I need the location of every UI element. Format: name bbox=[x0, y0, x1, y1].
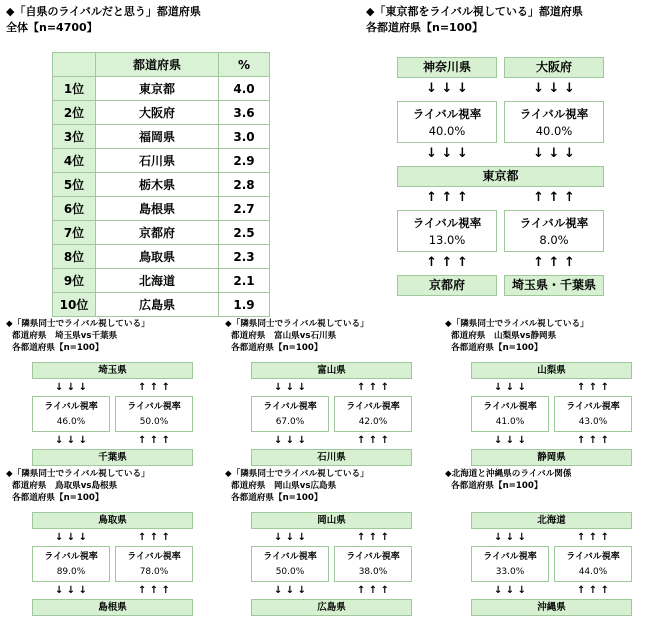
percent-cell: 2.9 bbox=[219, 149, 270, 173]
pair-rate-box-left bbox=[251, 396, 329, 432]
arrow-up: ↑ ↑ ↑ bbox=[356, 382, 390, 393]
pair-n-label: 各都道府県【n=100】 bbox=[231, 343, 323, 353]
prefecture-cell: 石川県 bbox=[96, 149, 219, 173]
pair-bottom-box: 島根県 bbox=[32, 599, 193, 616]
arrow-up: ↑ ↑ ↑ bbox=[137, 585, 171, 596]
rate-label: ライバル視率 bbox=[519, 107, 589, 121]
rank-cell: 5位 bbox=[53, 173, 96, 197]
pair-rate-box-left bbox=[32, 396, 110, 432]
rate-label: ライバル視率 bbox=[127, 402, 181, 412]
ranking-table bbox=[52, 52, 270, 317]
pair-top-box: 埼玉県 bbox=[32, 362, 193, 379]
tokyo-arrow-4: ↓ ↓ ↓ bbox=[533, 146, 575, 161]
arrow-up: ↑ ↑ ↑ bbox=[137, 435, 171, 446]
rate-label: ライバル視率 bbox=[519, 216, 589, 230]
tokyo-top-right-box: 大阪府 bbox=[504, 57, 604, 78]
pair-subtitle: 都道府県 富山県vs石川県 bbox=[231, 331, 337, 341]
arrow-down: ↓ ↓ ↓ bbox=[54, 382, 88, 393]
arrow-down: ↓ ↓ ↓ bbox=[493, 382, 527, 393]
tokyo-bottom-right-box: 埼玉県・千葉県 bbox=[504, 275, 604, 296]
pair-title: ◆北海道と沖縄県のライバル関係 bbox=[445, 469, 572, 479]
pair-top-box: 北海道 bbox=[471, 512, 632, 529]
rate-value: 50.0% bbox=[275, 567, 305, 577]
arrow-down: ↓ ↓ ↓ bbox=[273, 382, 307, 393]
tokyo-arrow-3: ↓ ↓ ↓ bbox=[426, 146, 468, 161]
tokyo-arrow-6: ↑ ↑ ↑ bbox=[533, 190, 575, 205]
pair-top-box: 富山県 bbox=[251, 362, 412, 379]
pair-rate-box-right bbox=[334, 396, 412, 432]
prefecture-cell: 大阪府 bbox=[96, 101, 219, 125]
arrow-down: ↓ ↓ ↓ bbox=[273, 435, 307, 446]
ranking-title: ◆「自県のライバルだと思う」都道府県 bbox=[6, 5, 201, 18]
pair-rate-box-left bbox=[32, 546, 110, 582]
ranking-row bbox=[53, 197, 270, 221]
tokyo-arrow-2: ↓ ↓ ↓ bbox=[533, 81, 575, 96]
rate-label: ライバル視率 bbox=[44, 552, 98, 562]
pair-subtitle: 各都道府県【n=100】 bbox=[451, 481, 543, 491]
tokyo-arrow-7: ↑ ↑ ↑ bbox=[426, 255, 468, 270]
prefecture-cell: 東京都 bbox=[96, 77, 219, 101]
ranking-row bbox=[53, 77, 270, 101]
arrow-up: ↑ ↑ ↑ bbox=[137, 382, 171, 393]
rate-label: ライバル視率 bbox=[412, 216, 482, 230]
prefecture-cell: 北海道 bbox=[96, 269, 219, 293]
pair-n-label: 各都道府県【n=100】 bbox=[12, 343, 104, 353]
rate-label: ライバル視率 bbox=[127, 552, 181, 562]
header-pref: 都道府県 bbox=[96, 53, 219, 77]
rate-value: 43.0% bbox=[578, 417, 608, 427]
percent-cell: 3.6 bbox=[219, 101, 270, 125]
rank-cell: 4位 bbox=[53, 149, 96, 173]
ranking-row bbox=[53, 221, 270, 245]
pair-title: ◆「隣県同士でライバル視している」 bbox=[225, 319, 369, 329]
pair-rate-box-right bbox=[115, 546, 193, 582]
pair-rate-box-right bbox=[334, 546, 412, 582]
header-pct: % bbox=[219, 53, 270, 77]
arrow-up: ↑ ↑ ↑ bbox=[576, 382, 610, 393]
rate-label: ライバル視率 bbox=[263, 402, 317, 412]
arrow-up: ↑ ↑ ↑ bbox=[576, 435, 610, 446]
rank-cell: 1位 bbox=[53, 77, 96, 101]
percent-cell: 2.1 bbox=[219, 269, 270, 293]
prefecture-cell: 京都府 bbox=[96, 221, 219, 245]
ranking-subtitle: 全体【n=4700】 bbox=[6, 21, 98, 34]
ranking-row bbox=[53, 149, 270, 173]
rank-cell: 3位 bbox=[53, 125, 96, 149]
rate-label: ライバル視率 bbox=[566, 402, 620, 412]
pair-top-box: 鳥取県 bbox=[32, 512, 193, 529]
tokyo-top-left-box: 神奈川県 bbox=[397, 57, 497, 78]
arrow-up: ↑ ↑ ↑ bbox=[356, 435, 390, 446]
pair-n-label: 各都道府県【n=100】 bbox=[231, 493, 323, 503]
pair-rate-box-left bbox=[471, 396, 549, 432]
ranking-row bbox=[53, 101, 270, 125]
ranking-row bbox=[53, 245, 270, 269]
arrow-down: ↓ ↓ ↓ bbox=[54, 585, 88, 596]
ranking-row bbox=[53, 293, 270, 317]
prefecture-cell: 栃木県 bbox=[96, 173, 219, 197]
arrow-up: ↑ ↑ ↑ bbox=[576, 585, 610, 596]
arrow-down: ↓ ↓ ↓ bbox=[493, 435, 527, 446]
ranking-row bbox=[53, 125, 270, 149]
arrow-up: ↑ ↑ ↑ bbox=[356, 585, 390, 596]
pair-title: ◆「隣県同士でライバル視している」 bbox=[6, 319, 150, 329]
rate-value: 89.0% bbox=[56, 567, 86, 577]
pair-subtitle: 都道府県 埼玉県vs千葉県 bbox=[12, 331, 118, 341]
tokyo-rate-box-2 bbox=[504, 101, 604, 143]
tokyo-subtitle: 各都道府県【n=100】 bbox=[366, 21, 484, 34]
percent-cell: 2.8 bbox=[219, 173, 270, 197]
arrow-down: ↓ ↓ ↓ bbox=[273, 532, 307, 543]
arrow-up: ↑ ↑ ↑ bbox=[137, 532, 171, 543]
pair-bottom-box: 千葉県 bbox=[32, 449, 193, 466]
rate-value: 44.0% bbox=[578, 567, 608, 577]
ranking-header-row bbox=[53, 53, 270, 77]
rate-value: 8.0% bbox=[539, 233, 569, 247]
rank-cell: 9位 bbox=[53, 269, 96, 293]
pair-subtitle: 都道府県 岡山県vs広島県 bbox=[231, 481, 337, 491]
percent-cell: 2.5 bbox=[219, 221, 270, 245]
rate-label: ライバル視率 bbox=[483, 402, 537, 412]
pair-rate-box-left bbox=[251, 546, 329, 582]
tokyo-arrow-1: ↓ ↓ ↓ bbox=[426, 81, 468, 96]
prefecture-cell: 島根県 bbox=[96, 197, 219, 221]
rank-cell: 7位 bbox=[53, 221, 96, 245]
pair-bottom-box: 静岡県 bbox=[471, 449, 632, 466]
tokyo-title: ◆「東京都をライバル視している」都道府県 bbox=[366, 5, 583, 18]
rate-value: 33.0% bbox=[495, 567, 525, 577]
prefecture-cell: 福岡県 bbox=[96, 125, 219, 149]
pair-title: ◆「隣県同士でライバル視している」 bbox=[225, 469, 369, 479]
percent-cell: 2.7 bbox=[219, 197, 270, 221]
pair-rate-box-left bbox=[471, 546, 549, 582]
pair-title: ◆「隣県同士でライバル視している」 bbox=[445, 319, 589, 329]
tokyo-rate-box-1 bbox=[397, 101, 497, 143]
rate-label: ライバル視率 bbox=[566, 552, 620, 562]
rate-value: 40.0% bbox=[535, 124, 573, 138]
rank-cell: 10位 bbox=[53, 293, 96, 317]
pair-subtitle: 都道府県 鳥取県vs島根県 bbox=[12, 481, 118, 491]
arrow-down: ↓ ↓ ↓ bbox=[54, 435, 88, 446]
arrow-down: ↓ ↓ ↓ bbox=[54, 532, 88, 543]
tokyo-rate-box-4 bbox=[504, 210, 604, 252]
arrow-down: ↓ ↓ ↓ bbox=[273, 585, 307, 596]
rate-value: 40.0% bbox=[428, 124, 466, 138]
pair-bottom-box: 沖縄県 bbox=[471, 599, 632, 616]
tokyo-center-box: 東京都 bbox=[397, 166, 604, 187]
rate-value: 13.0% bbox=[428, 233, 466, 247]
arrow-up: ↑ ↑ ↑ bbox=[356, 532, 390, 543]
rate-label: ライバル視率 bbox=[263, 552, 317, 562]
arrow-up: ↑ ↑ ↑ bbox=[576, 532, 610, 543]
ranking-row bbox=[53, 173, 270, 197]
pair-bottom-box: 石川県 bbox=[251, 449, 412, 466]
pair-rate-box-right bbox=[115, 396, 193, 432]
rate-value: 67.0% bbox=[275, 417, 305, 427]
pair-title: ◆「隣県同士でライバル視している」 bbox=[6, 469, 150, 479]
pair-top-box: 岡山県 bbox=[251, 512, 412, 529]
prefecture-cell: 広島県 bbox=[96, 293, 219, 317]
tokyo-arrow-8: ↑ ↑ ↑ bbox=[533, 255, 575, 270]
rate-value: 38.0% bbox=[358, 567, 388, 577]
rate-label: ライバル視率 bbox=[346, 552, 400, 562]
percent-cell: 3.0 bbox=[219, 125, 270, 149]
tokyo-rate-box-3 bbox=[397, 210, 497, 252]
rate-label: ライバル視率 bbox=[44, 402, 98, 412]
rate-value: 46.0% bbox=[56, 417, 86, 427]
rate-value: 78.0% bbox=[139, 567, 169, 577]
pair-n-label: 各都道府県【n=100】 bbox=[12, 493, 104, 503]
pair-top-box: 山梨県 bbox=[471, 362, 632, 379]
pair-rate-box-right bbox=[554, 396, 632, 432]
arrow-down: ↓ ↓ ↓ bbox=[493, 585, 527, 596]
rate-label: ライバル視率 bbox=[412, 107, 482, 121]
prefecture-cell: 鳥取県 bbox=[96, 245, 219, 269]
header-rank bbox=[53, 53, 96, 77]
rank-cell: 6位 bbox=[53, 197, 96, 221]
pair-subtitle: 都道府県 山梨県vs静岡県 bbox=[451, 331, 557, 341]
rate-value: 41.0% bbox=[495, 417, 525, 427]
tokyo-arrow-5: ↑ ↑ ↑ bbox=[426, 190, 468, 205]
percent-cell: 1.9 bbox=[219, 293, 270, 317]
rate-value: 50.0% bbox=[139, 417, 169, 427]
percent-cell: 4.0 bbox=[219, 77, 270, 101]
pair-bottom-box: 広島県 bbox=[251, 599, 412, 616]
tokyo-bottom-left-box: 京都府 bbox=[397, 275, 497, 296]
rank-cell: 8位 bbox=[53, 245, 96, 269]
rate-value: 42.0% bbox=[358, 417, 388, 427]
ranking-row bbox=[53, 269, 270, 293]
rank-cell: 2位 bbox=[53, 101, 96, 125]
arrow-down: ↓ ↓ ↓ bbox=[493, 532, 527, 543]
pair-n-label: 各都道府県【n=100】 bbox=[451, 343, 543, 353]
rate-label: ライバル視率 bbox=[346, 402, 400, 412]
percent-cell: 2.3 bbox=[219, 245, 270, 269]
pair-rate-box-right bbox=[554, 546, 632, 582]
rate-label: ライバル視率 bbox=[483, 552, 537, 562]
